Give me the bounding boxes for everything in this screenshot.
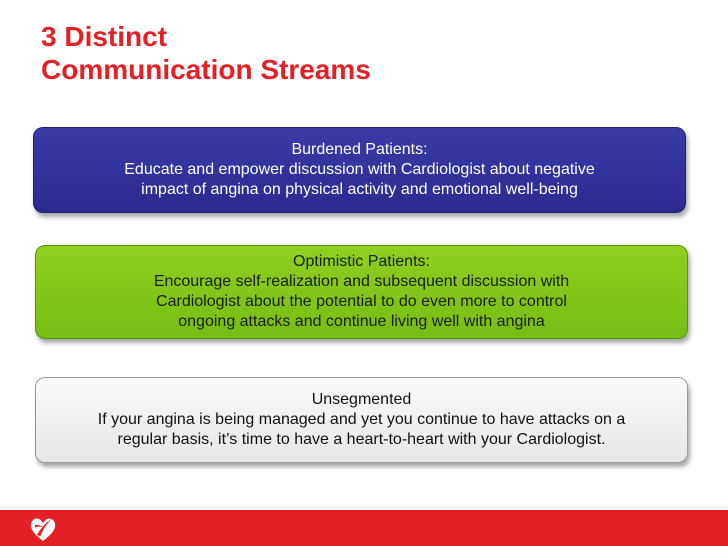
footer-bar <box>0 510 728 546</box>
unsegmented-line-1: If your angina is being managed and yet you continue to have attacks on a <box>97 411 626 428</box>
burdened-patients-box <box>33 127 686 213</box>
burdened-patients-heading: Burdened Patients: <box>291 141 428 158</box>
unsegmented-heading: Unsegmented <box>311 391 412 408</box>
unsegmented-box <box>35 377 688 463</box>
optimistic-patients-heading: Optimistic Patients: <box>293 253 430 270</box>
optimistic-patients-line-1: Encourage self-realization and subsequent discussion with <box>153 273 570 290</box>
heart-swoosh-logo-icon <box>28 514 58 544</box>
burdened-patients-line-2: impact of angina on physical activity and emotional well-being <box>141 181 578 198</box>
slide-title-line-2: Communication Streams <box>41 54 371 85</box>
slide-title <box>41 20 371 86</box>
burdened-patients-line-1: Educate and empower discussion with Cardiologist about negative <box>124 161 595 178</box>
unsegmented-line-2: regular basis, it’s time to have a heart-to-heart with your Cardiologist. <box>117 431 606 448</box>
optimistic-patients-line-2: Cardiologist about the potential to do even more to control <box>156 293 567 310</box>
optimistic-patients-box <box>35 245 688 339</box>
slide-title-line-1: 3 Distinct <box>41 21 168 52</box>
optimistic-patients-line-3: ongoing attacks and continue living well with angina <box>178 313 545 330</box>
